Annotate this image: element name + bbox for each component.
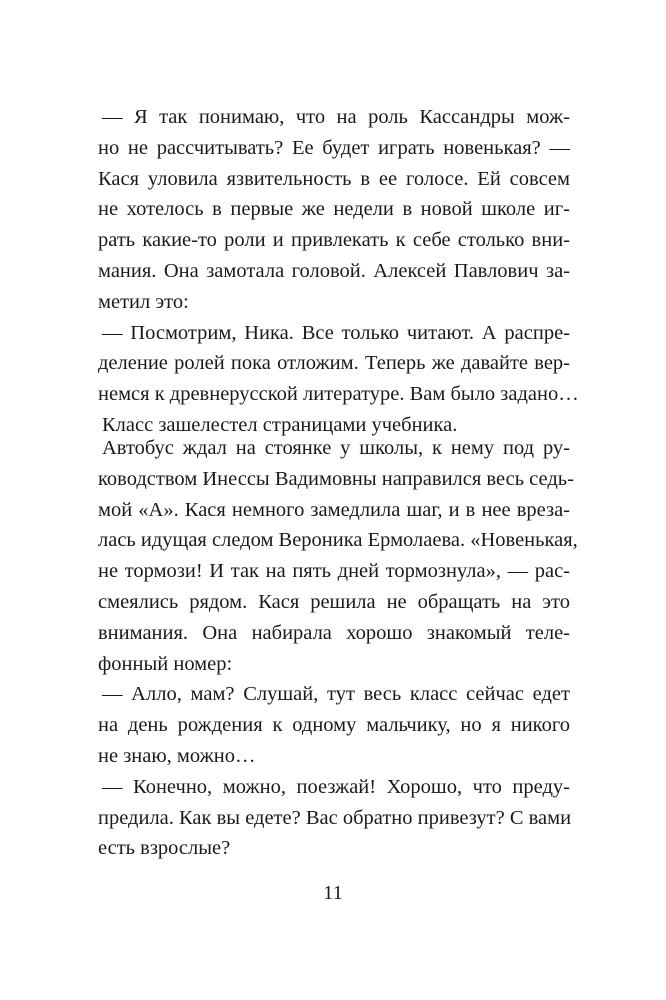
- text-line: фонный номер:: [98, 652, 233, 675]
- text-line: не хотелось в первые же недели в новой школе иг-: [98, 198, 570, 221]
- paragraph-first-line: — Посмотрим, Ника. Все только читают. А распре-: [102, 321, 570, 344]
- page-number: 11: [323, 882, 343, 904]
- paragraph-first-line: — Конечно, можно, поезжай! Хорошо, что преду-: [102, 775, 570, 798]
- paragraph-first-line: — Алло, мам? Слушай, тут весь класс сейчас едет: [102, 683, 570, 706]
- text-line: мания. Она замотала головой. Алексей Павлович за-: [98, 260, 570, 282]
- text-line: внимания. Она набирала хорошо знакомый теле-: [98, 621, 570, 644]
- text-line: Кася уловила язвительность в ее голосе. Ей совсем: [98, 167, 570, 190]
- text-line: рать какие-то роли и привлекать к себе столько вни-: [98, 229, 570, 252]
- text-line: ководством Инессы Вадимовны направился весь седь-: [98, 467, 574, 490]
- text-line: предила. Как вы едете? Вас обратно привезут? С вами: [98, 806, 572, 829]
- text-line: лась идущая следом Вероника Ермолаева. «Новенькая,: [98, 529, 578, 552]
- text-line: немся к древнерусской литературе. Вам было задано…: [98, 383, 579, 406]
- text-line: метил это:: [98, 290, 189, 313]
- text-line: деление ролей пока отложим. Теперь же давайте вер-: [98, 352, 570, 375]
- text-line: не тормози! И так на пять дней тормознула», — рас-: [98, 560, 570, 583]
- text-line: но не рассчитывать? Ее будет играть новенькая? —: [98, 136, 570, 159]
- text-line: на день рождения к одному мальчику, но я никого: [98, 714, 570, 737]
- text-line: смеялись рядом. Кася решила не обращать на это: [98, 591, 570, 613]
- paragraph-first-line: Автобус ждал на стоянке у школы, к нему под ру-: [102, 437, 570, 459]
- paragraph-first-line: — Я так понимаю, что на роль Кассандры мож-: [102, 106, 570, 128]
- text-line: мой «А». Кася немного замедлила шаг, и в нее вреза-: [98, 498, 570, 521]
- text-line: не знаю, можно…: [98, 745, 256, 767]
- paragraph-first-line: Класс зашелестел страницами учебника.: [102, 414, 458, 436]
- text-line: есть взрослые?: [98, 837, 231, 860]
